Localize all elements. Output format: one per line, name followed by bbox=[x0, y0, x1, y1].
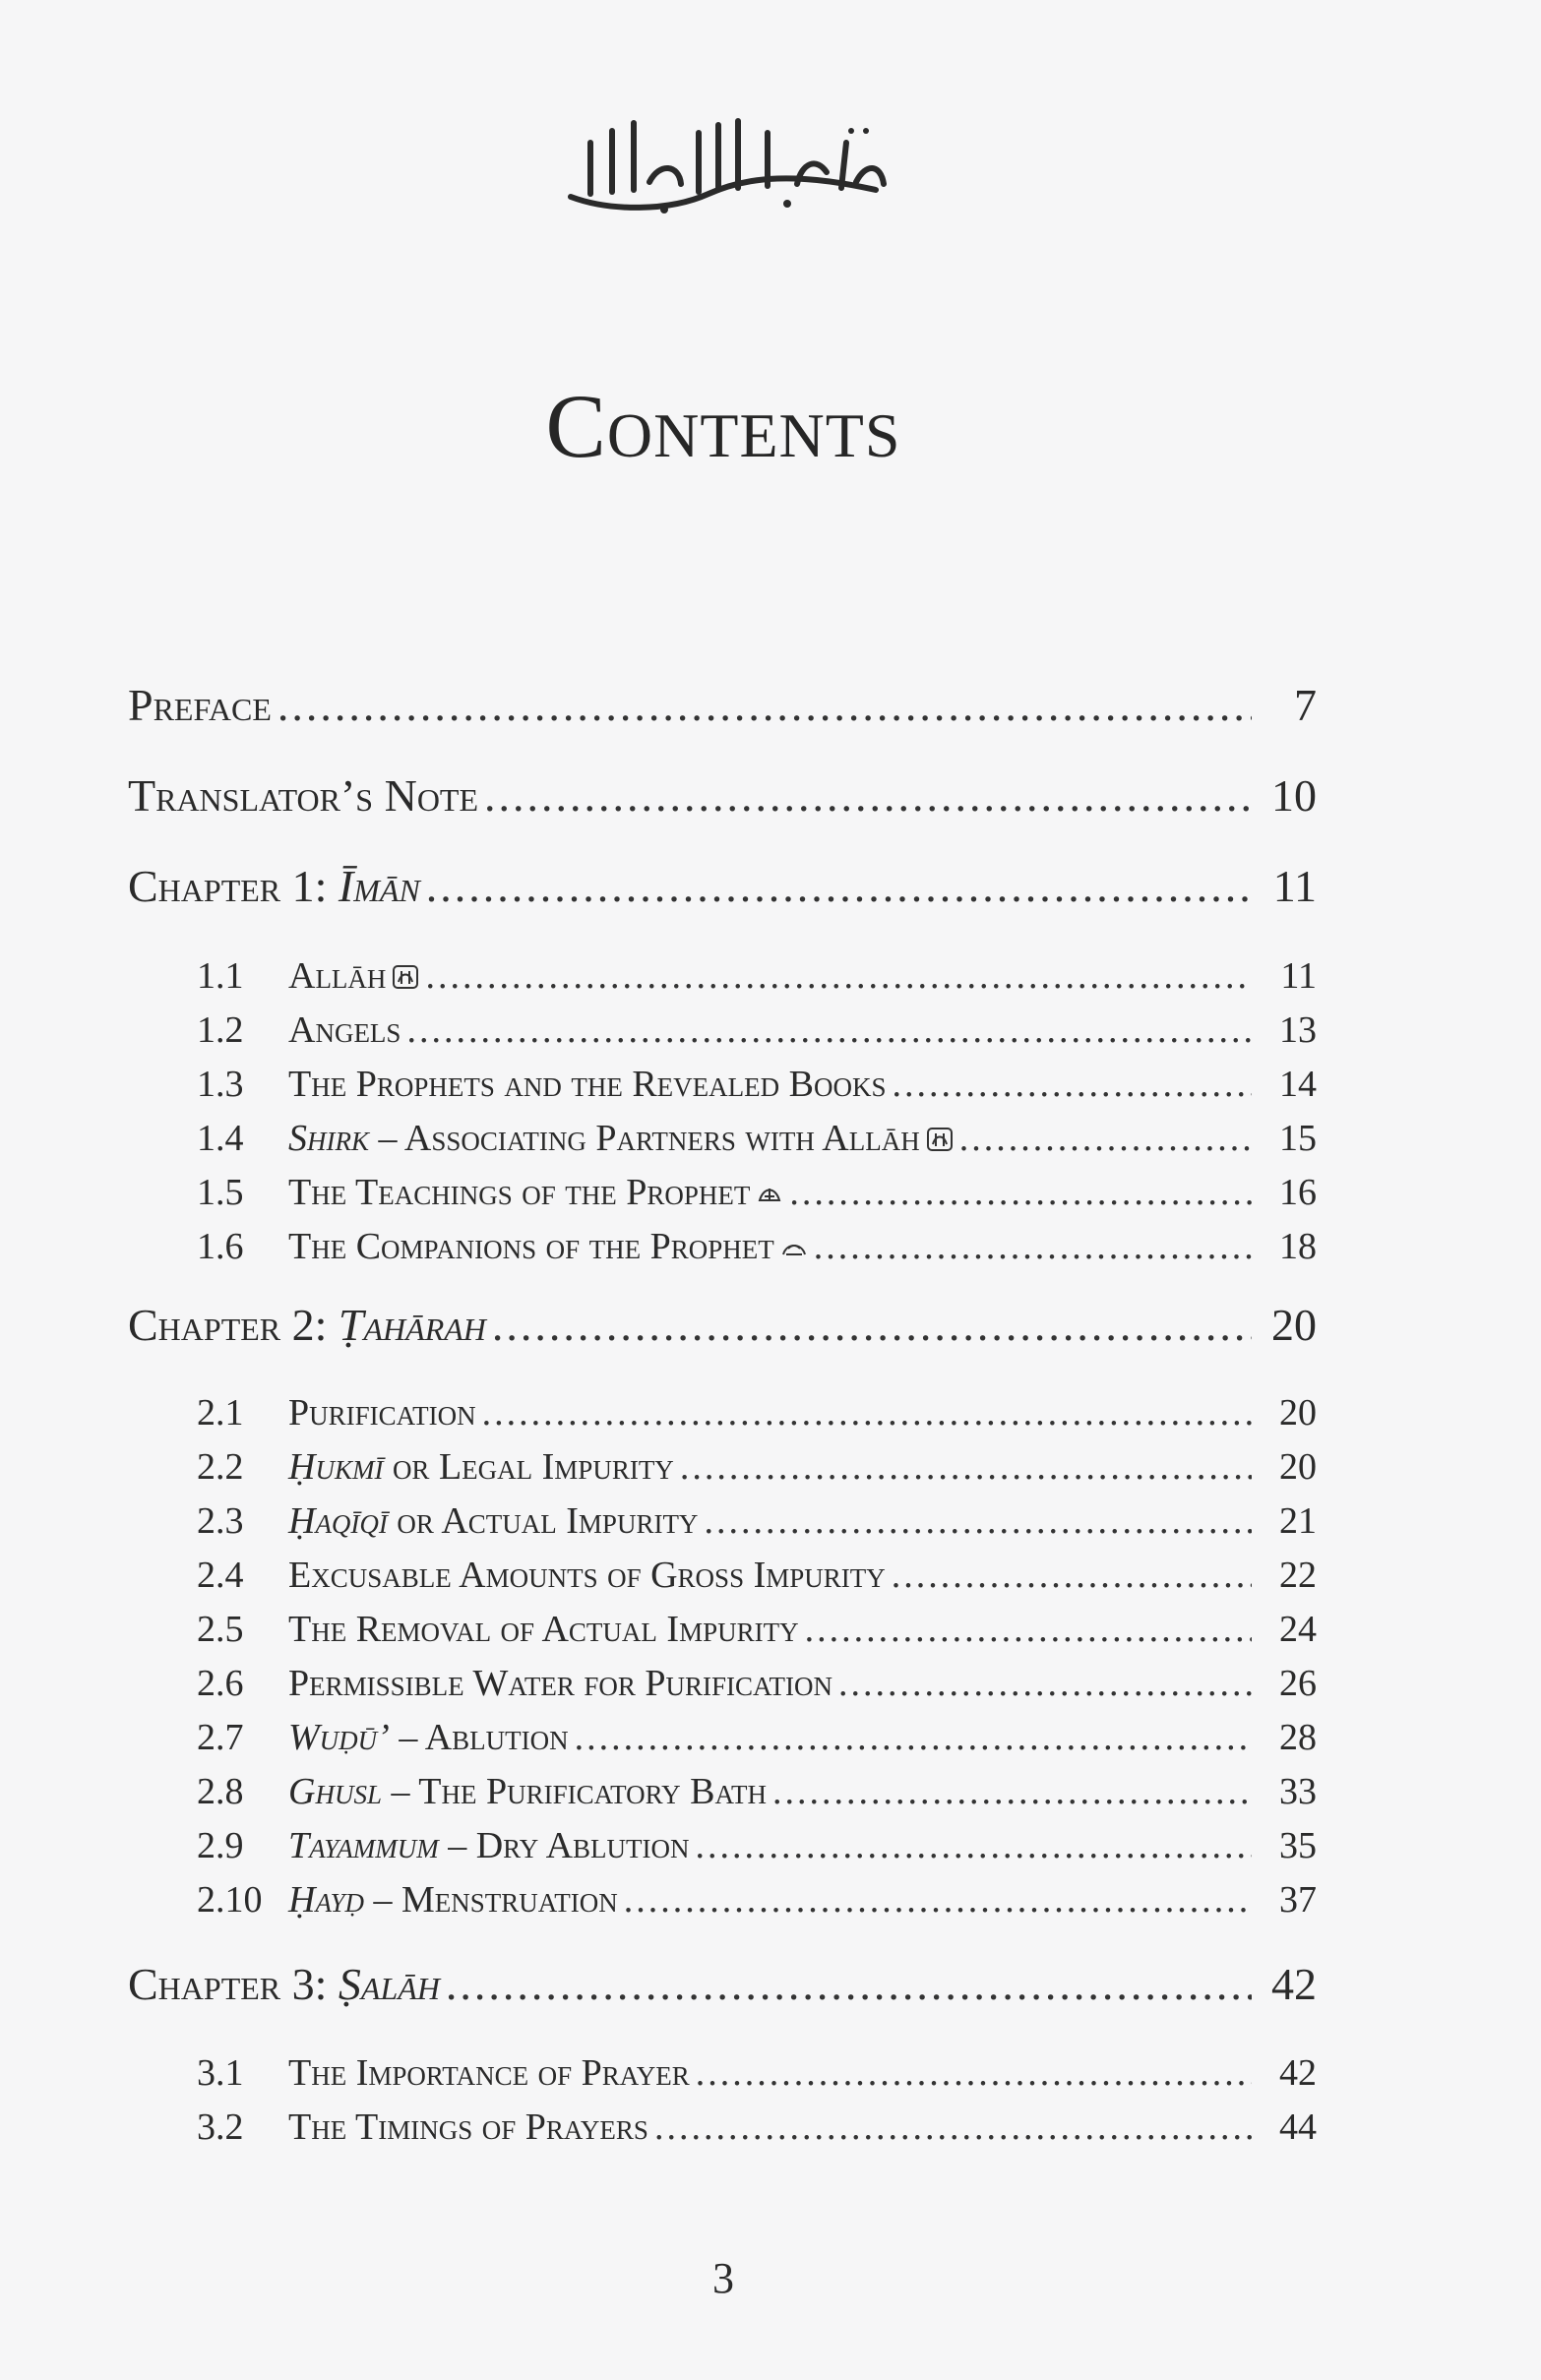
toc-entry-2-9[interactable] bbox=[197, 1824, 1317, 1867]
toc-entry-2-5[interactable] bbox=[197, 1608, 1317, 1651]
toc-section-number: 2.8 bbox=[197, 1771, 244, 1812]
toc-section-number: 2.7 bbox=[197, 1717, 244, 1758]
toc-entry-1-5[interactable] bbox=[197, 1171, 1317, 1214]
toc-label: Excusable Amounts of Gross Impurity bbox=[288, 1555, 886, 1596]
toc-label: The Companions of the Prophet bbox=[288, 1225, 808, 1268]
toc-label: The Removal of Actual Impurity bbox=[288, 1609, 799, 1650]
toc-page-number: 44 bbox=[1279, 2106, 1317, 2148]
toc-entry-2-1[interactable] bbox=[197, 1391, 1317, 1434]
toc-entry-preface[interactable] bbox=[128, 679, 1317, 731]
dot-leader bbox=[277, 679, 1252, 731]
toc-page-number: 21 bbox=[1279, 1500, 1317, 1542]
toc-entry-1-6[interactable] bbox=[197, 1225, 1317, 1268]
toc-label: Ḥukmī or Legal Impurity bbox=[288, 1446, 674, 1488]
toc-entry-2-2[interactable] bbox=[197, 1445, 1317, 1489]
toc-label: Permissible Water for Purification bbox=[288, 1663, 832, 1704]
toc-page-number: 35 bbox=[1279, 1825, 1317, 1866]
toc-label: The Prophets and the Revealed Books bbox=[288, 1064, 887, 1105]
dot-leader bbox=[959, 1117, 1252, 1160]
toc-entry-chapter-3[interactable] bbox=[128, 1958, 1317, 2010]
basmala-calligraphy bbox=[551, 103, 895, 221]
toc-page-number: 28 bbox=[1279, 1717, 1317, 1758]
toc-entry-1-1[interactable] bbox=[197, 954, 1317, 998]
toc-entry-3-2[interactable] bbox=[197, 2105, 1317, 2149]
toc-label: Chapter 2: Ṭahārah bbox=[128, 1300, 486, 1350]
toc-section-number: 1.4 bbox=[197, 1118, 244, 1159]
dot-leader bbox=[492, 1299, 1252, 1351]
toc-section-number: 1.1 bbox=[197, 955, 244, 997]
dot-leader bbox=[696, 2051, 1252, 2095]
toc-page-number: 11 bbox=[1272, 861, 1317, 911]
toc-label: Chapter 1: Īmān bbox=[128, 861, 420, 911]
dot-leader bbox=[838, 1662, 1252, 1705]
toc-label: Translator’s Note bbox=[128, 770, 479, 821]
toc-entry-2-8[interactable] bbox=[197, 1770, 1317, 1813]
toc-entry-2-7[interactable] bbox=[197, 1716, 1317, 1759]
toc-label: Wuḍū’ – Ablution bbox=[288, 1717, 569, 1758]
toc-page-number: 42 bbox=[1271, 1959, 1317, 2009]
saw-symbol-icon bbox=[756, 1179, 783, 1208]
dot-leader bbox=[624, 1878, 1252, 1922]
toc-section-number: 2.5 bbox=[197, 1609, 244, 1650]
dot-leader bbox=[484, 769, 1252, 822]
toc-section-number: 2.4 bbox=[197, 1555, 244, 1596]
swt-symbol-icon bbox=[392, 962, 419, 992]
toc-label: The Importance of Prayer bbox=[288, 2052, 690, 2094]
dot-leader bbox=[893, 1063, 1252, 1106]
toc-entry-translators-note[interactable] bbox=[128, 769, 1317, 822]
toc-section-number: 2.9 bbox=[197, 1825, 244, 1866]
toc-label: Ghusl – The Purificatory Bath bbox=[288, 1771, 768, 1812]
toc-label: Tayammum – Dry Ablution bbox=[288, 1825, 690, 1866]
toc-entry-2-10[interactable] bbox=[197, 1878, 1317, 1922]
page-number: 3 bbox=[712, 2254, 734, 2302]
toc-label: Ḥayḍ – Menstruation bbox=[288, 1879, 618, 1921]
toc-label: The Timings of Prayers bbox=[288, 2106, 648, 2148]
dot-leader bbox=[772, 1770, 1252, 1813]
toc-section-number: 2.1 bbox=[197, 1392, 244, 1434]
toc-page-number: 16 bbox=[1279, 1172, 1317, 1213]
toc-page-number: 24 bbox=[1279, 1609, 1317, 1650]
toc-page-number: 13 bbox=[1279, 1009, 1317, 1051]
dot-leader bbox=[789, 1171, 1252, 1214]
dot-leader bbox=[814, 1225, 1252, 1268]
toc-entry-2-4[interactable] bbox=[197, 1554, 1317, 1597]
toc-page-number: 26 bbox=[1279, 1663, 1317, 1704]
toc-label: Chapter 3: Ṣalāh bbox=[128, 1959, 440, 2009]
dot-leader bbox=[426, 860, 1252, 912]
toc-page-number: 37 bbox=[1279, 1879, 1317, 1921]
toc-section-number: 3.1 bbox=[197, 2052, 244, 2094]
toc-page-number: 7 bbox=[1294, 680, 1317, 730]
toc-entry-chapter-1[interactable] bbox=[128, 860, 1317, 912]
toc-label: Angels bbox=[288, 1009, 401, 1051]
toc-label: Ḥaqīqī or Actual Impurity bbox=[288, 1500, 699, 1542]
toc-entry-chapter-2[interactable] bbox=[128, 1299, 1317, 1351]
dot-leader bbox=[575, 1716, 1252, 1759]
dot-leader bbox=[425, 954, 1252, 998]
toc-entry-1-4[interactable] bbox=[197, 1117, 1317, 1160]
page-title: Contents bbox=[545, 376, 901, 476]
toc-page-number: 20 bbox=[1279, 1392, 1317, 1434]
swt-symbol-icon bbox=[926, 1125, 954, 1154]
toc-page-number: 33 bbox=[1279, 1771, 1317, 1812]
dot-leader bbox=[406, 1008, 1252, 1052]
toc-section-number: 1.6 bbox=[197, 1226, 244, 1267]
toc-section-number: 1.5 bbox=[197, 1172, 244, 1213]
dot-leader bbox=[805, 1608, 1252, 1651]
ra-symbol-icon bbox=[780, 1233, 808, 1262]
toc-section-number: 3.2 bbox=[197, 2106, 244, 2148]
dot-leader bbox=[704, 1499, 1252, 1543]
toc-label: Shirk – Associating Partners with Allāh bbox=[288, 1117, 954, 1160]
toc-page-number: 11 bbox=[1280, 955, 1317, 997]
dot-leader bbox=[446, 1958, 1252, 2010]
toc-section-number: 1.3 bbox=[197, 1064, 244, 1105]
toc-entry-3-1[interactable] bbox=[197, 2051, 1317, 2095]
toc-label: Preface bbox=[128, 680, 272, 730]
toc-label: Purification bbox=[288, 1392, 476, 1434]
toc-label: Allāh bbox=[288, 954, 419, 998]
toc-entry-2-3[interactable] bbox=[197, 1499, 1317, 1543]
toc-section-number: 2.3 bbox=[197, 1500, 244, 1542]
toc-section-number: 1.2 bbox=[197, 1009, 244, 1051]
toc-entry-2-6[interactable] bbox=[197, 1662, 1317, 1705]
toc-page-number: 22 bbox=[1279, 1555, 1317, 1596]
dot-leader bbox=[680, 1445, 1252, 1489]
dot-leader bbox=[696, 1824, 1252, 1867]
toc-page-number: 15 bbox=[1279, 1118, 1317, 1159]
toc-page-number: 14 bbox=[1279, 1064, 1317, 1105]
toc-section-number: 2.10 bbox=[197, 1879, 263, 1921]
toc-section-number: 2.6 bbox=[197, 1663, 244, 1704]
toc-page-number: 42 bbox=[1279, 2052, 1317, 2094]
toc-entry-1-2[interactable] bbox=[197, 1008, 1317, 1052]
toc-page-number: 20 bbox=[1279, 1446, 1317, 1488]
dot-leader bbox=[892, 1554, 1252, 1597]
toc-label: The Teachings of the Prophet bbox=[288, 1171, 783, 1214]
toc-page-number: 20 bbox=[1271, 1300, 1317, 1350]
toc-entry-1-3[interactable] bbox=[197, 1063, 1317, 1106]
dot-leader bbox=[654, 2105, 1252, 2149]
toc-section-number: 2.2 bbox=[197, 1446, 244, 1488]
toc-page-number: 10 bbox=[1271, 770, 1317, 821]
dot-leader bbox=[482, 1391, 1252, 1434]
toc-page-number: 18 bbox=[1279, 1226, 1317, 1267]
